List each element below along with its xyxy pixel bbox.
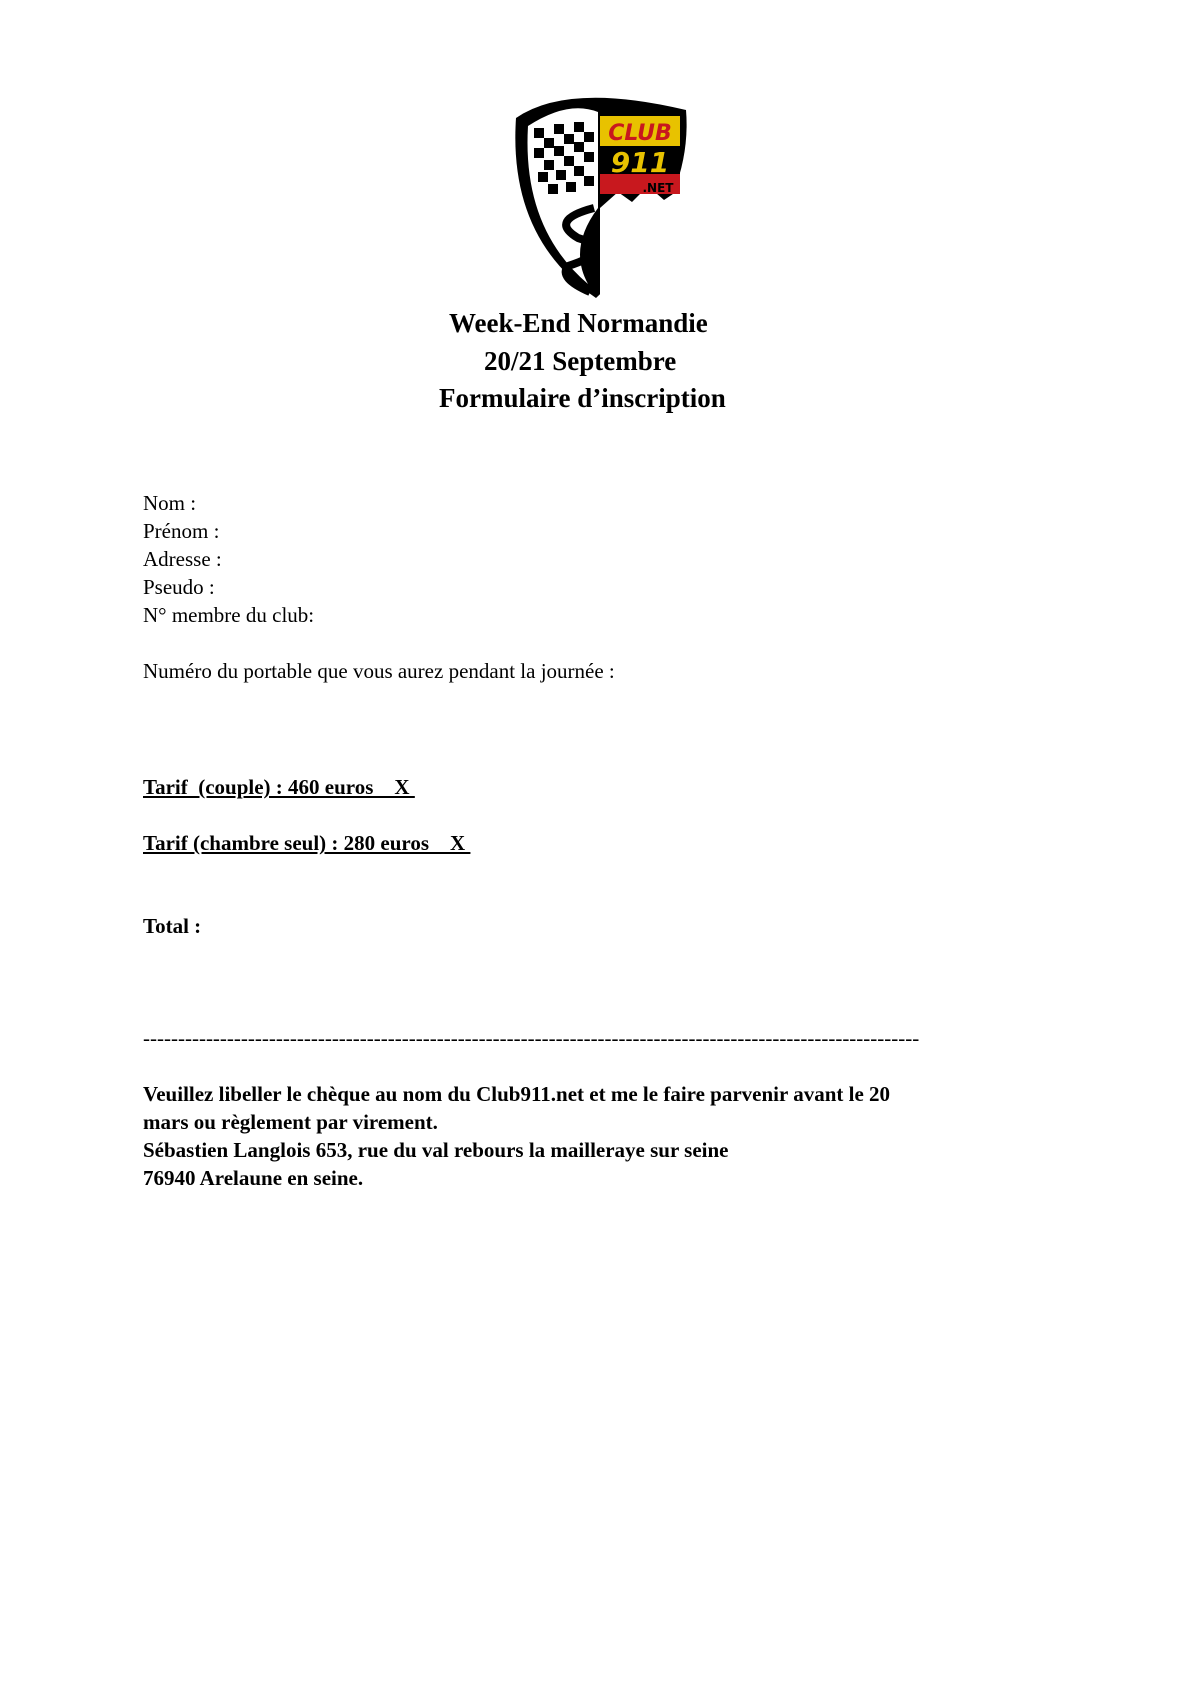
field-adresse: Adresse : bbox=[143, 547, 222, 571]
field-prenom: Prénom : bbox=[143, 519, 220, 543]
title-line-3: Formulaire d’inscription bbox=[439, 383, 726, 413]
title-line-1: Week-End Normandie bbox=[449, 308, 708, 338]
instruction-line-3: Sébastien Langlois 653, rue du val rebours la mailleraye sur seine bbox=[143, 1138, 729, 1162]
field-pseudo: Pseudo : bbox=[143, 575, 215, 599]
tarif-chambre: Tarif (chambre seul) : 280 euros X bbox=[143, 831, 471, 855]
instruction-line-4: 76940 Arelaune en seine. bbox=[143, 1166, 364, 1190]
logo-text-911: 911 bbox=[610, 146, 670, 179]
logo-mountains bbox=[600, 186, 678, 296]
logo-text-club: CLUB bbox=[608, 121, 672, 146]
field-nom: Nom : bbox=[143, 491, 197, 515]
instruction-line-1: Veuillez libeller le chèque au nom du Club911.net et me le faire parvenir avant le 20 bbox=[143, 1082, 891, 1106]
tarif-couple: Tarif (couple) : 460 euros X bbox=[143, 775, 415, 799]
total-label: Total : bbox=[143, 914, 202, 938]
title-line-2: 20/21 Septembre bbox=[484, 346, 677, 376]
club911-logo bbox=[508, 88, 694, 304]
field-portable: Numéro du portable que vous aurez pendant la journée : bbox=[143, 659, 615, 683]
logo-text-net: .NET bbox=[642, 181, 674, 195]
field-membre: N° membre du club: bbox=[143, 603, 315, 627]
instruction-line-2: mars ou règlement par virement. bbox=[143, 1110, 438, 1134]
separator-line: --------------------------------------------------------------------------------------------------------------- bbox=[143, 1026, 920, 1050]
